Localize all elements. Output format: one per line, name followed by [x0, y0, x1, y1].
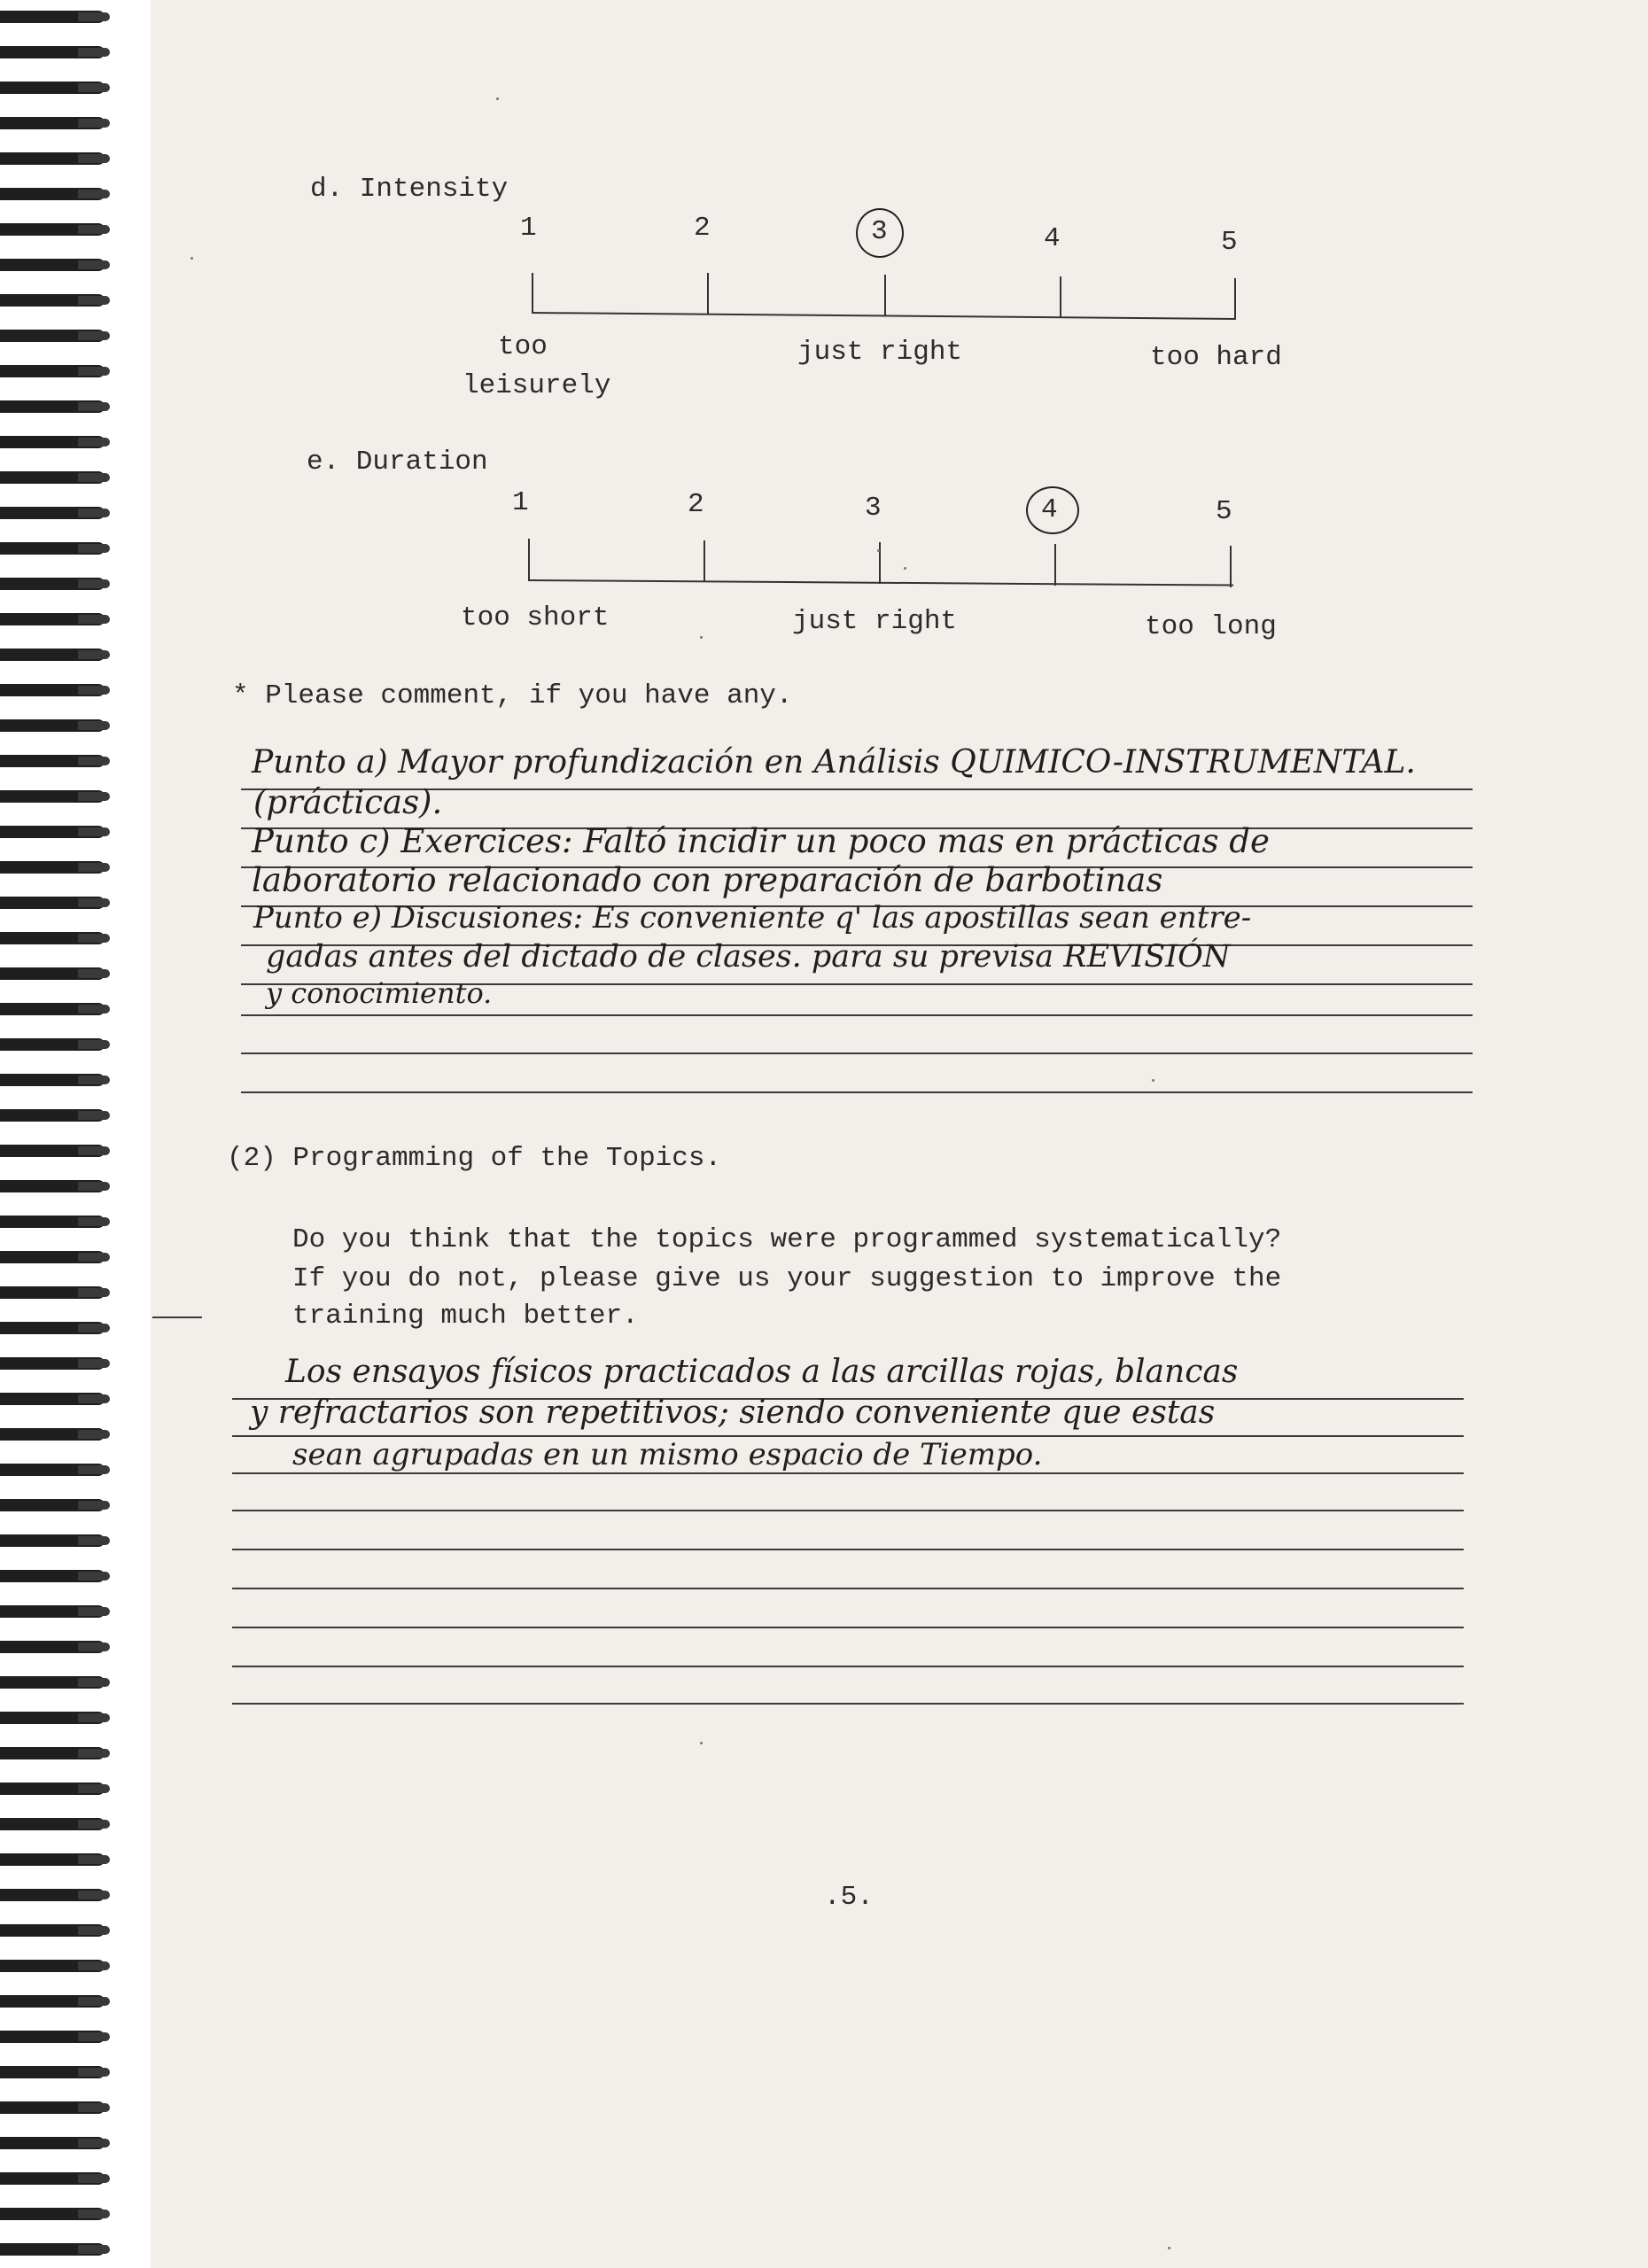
spiral-coil [0, 826, 105, 838]
handwritten-answer-line: y refractarios son repetitivos; siendo conveniente que estas [250, 1394, 1216, 1431]
answer-rule-line [232, 1627, 1464, 1628]
duration-low-label: too short [461, 602, 610, 633]
duration-scale-tick [1230, 546, 1232, 587]
spiral-coil [0, 2101, 105, 2114]
spiral-coil [0, 1251, 105, 1263]
comment-rule-line [241, 1014, 1473, 1016]
intensity-scale-number: 4 [1044, 223, 1061, 254]
spiral-coil [0, 471, 105, 484]
paper-speck [496, 97, 499, 100]
spiral-coil [0, 649, 105, 661]
page-number: .5. [824, 1882, 874, 1913]
spiral-coil [0, 11, 105, 23]
duration-scale-tick [879, 542, 881, 584]
intensity-scale-tick [707, 273, 709, 314]
spiral-coil [0, 719, 105, 732]
spiral-coil [0, 1605, 105, 1618]
intensity-mid-label: just right [797, 337, 963, 368]
paper-speck [877, 549, 880, 552]
answer-rule-line [232, 1549, 1464, 1550]
spiral-coil [0, 188, 105, 200]
intensity-scale-number: 5 [1221, 227, 1238, 258]
spiral-coil [0, 294, 105, 307]
answer-rule-line [232, 1666, 1464, 1667]
spiral-coil [0, 1712, 105, 1724]
spiral-coil [0, 1003, 105, 1015]
spiral-coil [0, 1464, 105, 1476]
comment-rule-line [241, 1091, 1473, 1093]
handwritten-comment-line: Punto a) Mayor profundización en Análisis QUIMICO-INSTRUMENTAL. [252, 744, 1416, 781]
spiral-coil [0, 1428, 105, 1441]
handwritten-comment-line: (prácticas). [253, 783, 443, 821]
spiral-coil [0, 1286, 105, 1299]
spiral-coil [0, 578, 105, 590]
intensity-label: d. Intensity [310, 174, 509, 205]
answer-rule-line [232, 1588, 1464, 1589]
spiral-coil [0, 1038, 105, 1051]
question-text: Do you think that the topics were programmed systematically? [292, 1224, 1282, 1255]
handwritten-comment-line: gadas antes del dictado de clases. para su previsa REVISIÓN [266, 939, 1231, 975]
answer-rule-line [232, 1703, 1464, 1705]
question-text: training much better. [292, 1301, 639, 1332]
spiral-coil [0, 2137, 105, 2149]
spiral-coil [0, 1995, 105, 2008]
spiral-coil [0, 1145, 105, 1157]
spiral-coil [0, 1180, 105, 1192]
answer-rule-line [232, 1472, 1464, 1474]
paper-speck [1152, 1079, 1154, 1082]
duration-mid-label: just right [792, 606, 958, 637]
handwritten-answer-line: Los ensayos físicos practicados a las arcillas rojas, blancas [285, 1354, 1239, 1390]
duration-scale-number: 5 [1216, 496, 1232, 527]
spiral-coil [0, 1853, 105, 1866]
margin-mark [152, 1317, 202, 1318]
spiral-coil [0, 1960, 105, 1972]
duration-scale-number: 1 [512, 487, 529, 518]
spiral-coil [0, 1499, 105, 1511]
spiral-coil [0, 2208, 105, 2220]
handwritten-answer-line: sean agrupadas en un mismo espacio de Tiempo. [292, 1437, 1043, 1472]
spiral-coil [0, 1676, 105, 1689]
spiral-coil [0, 82, 105, 94]
spiral-coil [0, 1322, 105, 1334]
paper-speck [190, 257, 193, 260]
spiral-coil [0, 117, 105, 129]
comment-prompt: * Please comment, if you have any. [232, 680, 793, 711]
intensity-scale-tick [1234, 278, 1236, 319]
spiral-coil [0, 1216, 105, 1228]
duration-scale-tick [704, 540, 705, 582]
paper-speck [700, 636, 703, 639]
section-heading: (2) Programming of the Topics. [227, 1143, 722, 1174]
spiral-coil [0, 897, 105, 909]
spiral-coil [0, 152, 105, 165]
spiral-coil [0, 436, 105, 448]
spiral-coil [0, 1570, 105, 1582]
handwritten-comment-line: Punto c) Exercices: Faltó incidir un poco mas en prácticas de [252, 822, 1270, 860]
paper-speck [1168, 2247, 1170, 2249]
duration-selected-circle [1026, 486, 1079, 534]
spiral-coil [0, 1074, 105, 1086]
spiral-coil [0, 790, 105, 803]
spiral-coil [0, 2243, 105, 2256]
spiral-coil [0, 1889, 105, 1901]
duration-scale-number: 4 [1041, 494, 1058, 525]
spiral-coil [0, 1818, 105, 1830]
spiral-coil [0, 259, 105, 271]
duration-scale-number: 3 [865, 493, 882, 524]
intensity-scale-number: 2 [694, 213, 711, 244]
spiral-coil [0, 400, 105, 413]
handwritten-comment-line: y conocimiento. [266, 976, 493, 1010]
spiral-coil [0, 613, 105, 625]
spiral-coil [0, 1924, 105, 1937]
spiral-coil [0, 1393, 105, 1405]
duration-scale-tick [528, 539, 530, 580]
duration-scale-number: 2 [688, 489, 704, 520]
paper-speck [700, 1742, 703, 1744]
spiral-coil [0, 1534, 105, 1547]
intensity-scale-number: 1 [520, 213, 537, 244]
duration-scale-tick [1054, 544, 1056, 586]
handwritten-comment-line: Punto e) Discusiones: Es conveniente q' las apostillas sean entre- [253, 900, 1252, 936]
spiral-binding [0, 0, 151, 2268]
intensity-scale-tick [532, 273, 533, 313]
duration-high-label: too long [1145, 611, 1277, 642]
spiral-coil [0, 542, 105, 555]
answer-rule-line [232, 1510, 1464, 1511]
spiral-coil [0, 861, 105, 874]
spiral-coil [0, 2066, 105, 2078]
intensity-high-label: too hard [1150, 342, 1282, 373]
handwritten-comment-line: laboratorio relacionado con preparación de barbotinas [252, 861, 1163, 899]
spiral-coil [0, 1783, 105, 1795]
spiral-coil [0, 1357, 105, 1370]
question-text: If you do not, please give us your suggestion to improve the [292, 1263, 1282, 1294]
intensity-low-label: leisurely [463, 370, 611, 401]
spiral-coil [0, 1641, 105, 1653]
spiral-coil [0, 507, 105, 519]
spiral-coil [0, 46, 105, 58]
spiral-coil [0, 755, 105, 767]
duration-label: e. Duration [307, 447, 488, 478]
intensity-scale-tick [884, 275, 886, 315]
intensity-scale-tick [1060, 276, 1061, 317]
intensity-selected-circle [856, 208, 904, 258]
spiral-coil [0, 2031, 105, 2043]
intensity-scale-number: 3 [871, 216, 888, 247]
paper-speck [904, 567, 906, 570]
spiral-coil [0, 330, 105, 342]
spiral-coil [0, 1109, 105, 1122]
spiral-coil [0, 684, 105, 696]
spiral-coil [0, 2172, 105, 2185]
comment-rule-line [241, 1052, 1473, 1054]
spiral-coil [0, 1747, 105, 1759]
spiral-coil [0, 932, 105, 944]
spiral-coil [0, 365, 105, 377]
spiral-coil [0, 967, 105, 980]
intensity-low-label: too [498, 331, 548, 362]
spiral-coil [0, 223, 105, 236]
